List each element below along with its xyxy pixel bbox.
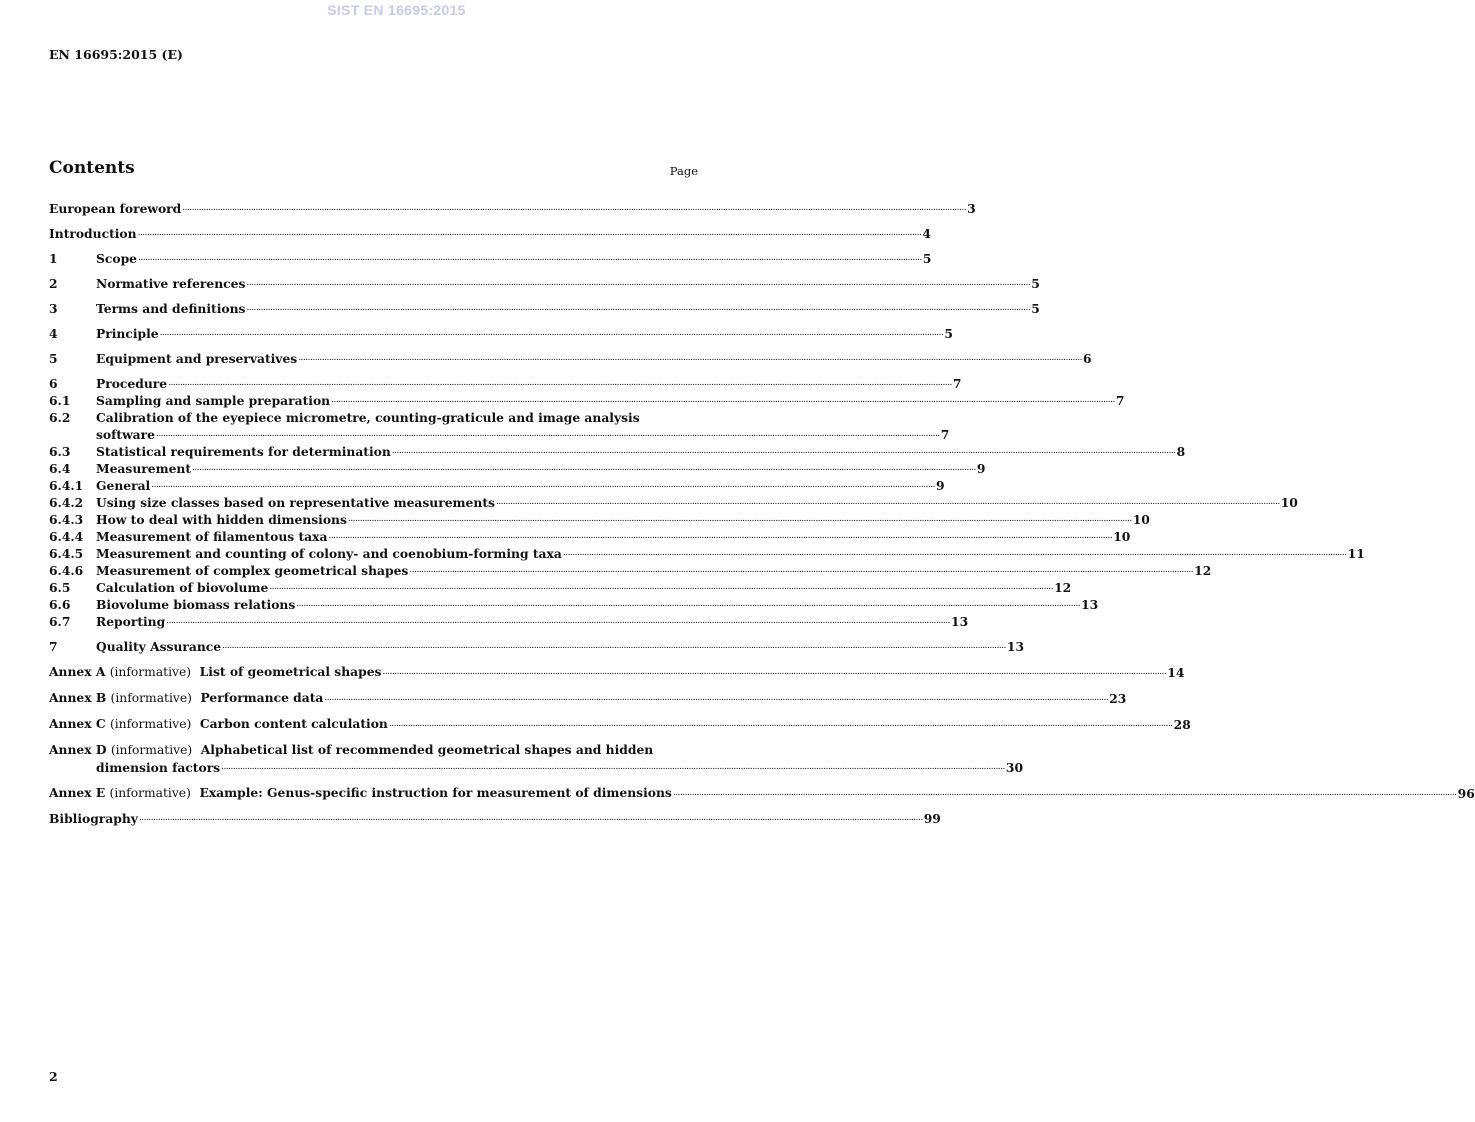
leader-dots: ............................................................................................................................................................................................................................................................................................................................................ bbox=[166, 616, 951, 626]
annex-informative: (informative) bbox=[109, 786, 191, 800]
toc-page: 12 bbox=[1054, 580, 1072, 595]
watermark: SIST EN 16695:2015 bbox=[327, 2, 466, 18]
toc-entry-6-4-2[interactable] bbox=[49, 494, 1298, 511]
toc-title: Principle bbox=[96, 326, 159, 341]
toc-page: 99 bbox=[923, 811, 941, 826]
toc-entry-annex-d-line1 bbox=[49, 741, 698, 759]
leader-dots: ............................................................................................................................................................................................................................................................................................................................................ bbox=[246, 303, 1031, 313]
annex-title: Performance data bbox=[200, 690, 324, 705]
annex-informative: (informative) bbox=[110, 743, 193, 757]
toc-title: Quality Assurance bbox=[96, 639, 222, 654]
toc-title: Measurement and counting of colony- and coenobium-forming taxa bbox=[96, 546, 562, 561]
toc-title bbox=[49, 715, 388, 733]
leader-dots: ............................................................................................................................................................................................................................................................................................................................................ bbox=[138, 253, 922, 263]
toc-title: Introduction bbox=[49, 226, 137, 241]
toc-page: 6 bbox=[1083, 351, 1092, 366]
toc-entry-4[interactable] bbox=[49, 325, 953, 342]
toc-page: 5 bbox=[1031, 276, 1040, 291]
toc-title: Calculation of biovolume bbox=[96, 580, 269, 595]
toc-title: Normative references bbox=[96, 276, 246, 291]
toc-number: 6.5 bbox=[49, 580, 71, 595]
toc-page: 10 bbox=[1132, 512, 1150, 527]
toc-title: Measurement bbox=[96, 461, 192, 476]
toc-title-continued: dimension factors bbox=[96, 760, 221, 775]
leader-dots: ............................................................................................................................................................................................................................................................................................................................................ bbox=[562, 548, 1347, 558]
toc-number: 1 bbox=[49, 251, 58, 266]
toc-entry-6-7[interactable] bbox=[49, 613, 969, 630]
toc-page: 9 bbox=[936, 478, 945, 493]
leader-dots: ............................................................................................................................................................................................................................................................................................................................................ bbox=[137, 228, 922, 238]
toc-number: 6 bbox=[49, 376, 58, 391]
leader-dots: ............................................................................................................................................................................................................................................................................................................................................ bbox=[382, 667, 1167, 677]
toc-page: 7 bbox=[1115, 393, 1125, 408]
toc-title bbox=[49, 741, 653, 759]
toc-title: Terms and definitions bbox=[96, 301, 246, 316]
toc-entry-5[interactable] bbox=[49, 350, 1092, 367]
toc-page: 11 bbox=[1347, 546, 1365, 561]
annex-title: Example: Genus-specific instruction for measurement of dimensions bbox=[199, 785, 672, 800]
toc-page: 5 bbox=[922, 251, 932, 266]
toc-number: 2 bbox=[49, 276, 58, 291]
annex-informative: (informative) bbox=[110, 691, 192, 705]
toc-number: 6.4.2 bbox=[49, 495, 84, 510]
toc-page: 5 bbox=[944, 326, 953, 341]
toc-page: 3 bbox=[967, 201, 976, 216]
leader-dots: ............................................................................................................................................................................................................................................................................................................................................ bbox=[221, 762, 1005, 772]
leader-dots: ............................................................................................................................................................................................................................................................................................................................................ bbox=[409, 565, 1194, 575]
toc-title: Using size classes based on representative measurements bbox=[96, 495, 495, 510]
toc-page: 13 bbox=[951, 614, 969, 629]
leader-dots: ............................................................................................................................................................................................................................................................................................................................................ bbox=[331, 395, 1115, 405]
leader-dots: ............................................................................................................................................................................................................................................................................................................................................ bbox=[269, 582, 1054, 592]
leader-dots: ............................................................................................................................................................................................................................................................................................................................................ bbox=[182, 203, 967, 213]
toc-entry-annex-a[interactable] bbox=[49, 663, 1185, 681]
toc-entry-1[interactable] bbox=[49, 250, 932, 267]
toc-entry-introduction[interactable] bbox=[49, 225, 931, 242]
annex-label: Annex A bbox=[49, 664, 106, 679]
toc-entry-6-3[interactable] bbox=[49, 443, 1186, 460]
leader-dots: ............................................................................................................................................................................................................................................................................................................................................ bbox=[324, 693, 1109, 703]
toc-entry-2[interactable] bbox=[49, 275, 1040, 292]
toc-number: 6.4.5 bbox=[49, 546, 84, 561]
toc-entry-6-4-5[interactable] bbox=[49, 545, 1365, 562]
annex-title: Carbon content calculation bbox=[199, 716, 388, 731]
toc-title: How to deal with hidden dimensions bbox=[96, 512, 347, 527]
toc-page: 14 bbox=[1167, 665, 1185, 680]
toc-page: 13 bbox=[1006, 639, 1025, 654]
leader-dots: ............................................................................................................................................................................................................................................................................................................................................ bbox=[246, 278, 1031, 288]
annex-title: List of geometrical shapes bbox=[199, 664, 382, 679]
leader-dots: ............................................................................................................................................................................................................................................................................................................................................ bbox=[155, 429, 940, 439]
toc-title: Reporting bbox=[96, 614, 166, 629]
toc-entry-6-2-line2 bbox=[49, 426, 950, 443]
toc-entry-6-4[interactable] bbox=[49, 460, 986, 477]
toc-entry-6-2-line1 bbox=[49, 409, 698, 426]
toc-title: Sampling and sample preparation bbox=[96, 393, 331, 408]
leader-dots: ............................................................................................................................................................................................................................................................................................................................................ bbox=[388, 719, 1173, 729]
toc-entry-6-6[interactable] bbox=[49, 596, 1099, 613]
toc-page: 12 bbox=[1194, 563, 1212, 578]
toc-number: 4 bbox=[49, 326, 58, 341]
toc-entry-annex-d[interactable] bbox=[49, 741, 1024, 776]
toc-number: 6.6 bbox=[49, 597, 71, 612]
toc-title: Biovolume biomass relations bbox=[96, 597, 296, 612]
annex-label: Annex C bbox=[49, 716, 106, 731]
toc-entry-annex-c[interactable] bbox=[49, 715, 1191, 733]
document-id: EN 16695:2015 (E) bbox=[49, 47, 183, 62]
toc-number: 6.4 bbox=[49, 461, 71, 476]
annex-informative: (informative) bbox=[109, 665, 192, 679]
toc-entry-7[interactable] bbox=[49, 638, 1025, 655]
toc-entry-6-2[interactable] bbox=[49, 409, 950, 443]
toc-title: European foreword bbox=[49, 201, 182, 216]
toc-title bbox=[49, 784, 672, 802]
annex-label: Annex D bbox=[49, 742, 107, 757]
toc-entry-6-4-6[interactable] bbox=[49, 562, 1212, 579]
toc-entry-bibliography[interactable] bbox=[49, 810, 941, 827]
toc-entry-6[interactable] bbox=[49, 375, 962, 392]
toc-entry-6-4-3[interactable] bbox=[49, 511, 1150, 528]
toc-entry-annex-d-line2 bbox=[49, 759, 1024, 776]
toc-title bbox=[49, 689, 323, 707]
leader-dots: ............................................................................................................................................................................................................................................................................................................................................ bbox=[151, 480, 936, 490]
page-number: 2 bbox=[49, 1069, 58, 1084]
toc-number: 6.4.1 bbox=[49, 478, 84, 493]
toc-page: 28 bbox=[1173, 717, 1191, 732]
toc-title: Measurement of complex geometrical shapes bbox=[96, 563, 409, 578]
toc-entry-6-4-1[interactable] bbox=[49, 477, 945, 494]
leader-dots: ............................................................................................................................................................................................................................................................................................................................................ bbox=[192, 463, 976, 473]
toc-number: 3 bbox=[49, 301, 58, 316]
toc-page: 23 bbox=[1109, 691, 1127, 706]
annex-title: Alphabetical list of recommended geometrical shapes and hidden bbox=[200, 742, 654, 757]
toc-page: 7 bbox=[940, 427, 950, 442]
toc-page: 30 bbox=[1005, 760, 1024, 775]
toc-title bbox=[49, 663, 381, 681]
toc-title: Scope bbox=[96, 251, 137, 266]
leader-dots: ............................................................................................................................................................................................................................................................................................................................................ bbox=[328, 531, 1113, 541]
toc-entry-6-5[interactable] bbox=[49, 579, 1072, 596]
toc-page: 13 bbox=[1081, 597, 1099, 612]
leader-dots: ............................................................................................................................................................................................................................................................................................................................................ bbox=[159, 328, 944, 338]
leader-dots: ............................................................................................................................................................................................................................................................................................................................................ bbox=[168, 378, 952, 388]
annex-informative: (informative) bbox=[109, 717, 192, 731]
leader-dots: ............................................................................................................................................................................................................................................................................................................................................ bbox=[672, 788, 1457, 798]
toc-entry-6-4-4[interactable] bbox=[49, 528, 1131, 545]
toc-title: Measurement of filamentous taxa bbox=[96, 529, 328, 544]
toc-entry-annex-e[interactable] bbox=[49, 784, 1475, 802]
toc-number: 6.7 bbox=[49, 614, 71, 629]
toc-title: Calibration of the eyepiece micrometre, counting-graticule and image analysis bbox=[96, 410, 640, 425]
toc-page: 10 bbox=[1280, 495, 1298, 510]
leader-dots: ............................................................................................................................................................................................................................................................................................................................................ bbox=[138, 813, 923, 823]
toc-title: General bbox=[96, 478, 151, 493]
toc-page: 7 bbox=[952, 376, 962, 391]
toc-title: Bibliography bbox=[49, 811, 138, 826]
leader-dots: ............................................................................................................................................................................................................................................................................................................................................ bbox=[298, 353, 1082, 363]
toc-number: 6.1 bbox=[49, 393, 71, 408]
toc-number: 6.3 bbox=[49, 444, 71, 459]
toc-number: 5 bbox=[49, 351, 58, 366]
toc-page: 96 bbox=[1457, 786, 1475, 801]
contents-heading: Contents bbox=[49, 158, 135, 178]
toc-entry-european-foreword[interactable] bbox=[49, 200, 976, 217]
toc-number: 6.4.4 bbox=[49, 529, 84, 544]
toc-page: 8 bbox=[1176, 444, 1186, 459]
annex-label: Annex B bbox=[49, 690, 107, 705]
leader-dots: ............................................................................................................................................................................................................................................................................................................................................ bbox=[222, 641, 1006, 651]
toc-title-continued: software bbox=[96, 427, 155, 442]
page-column-label: Page bbox=[669, 164, 698, 178]
leader-dots: ............................................................................................................................................................................................................................................................................................................................................ bbox=[391, 446, 1176, 456]
toc-entry-6-1[interactable] bbox=[49, 392, 1125, 409]
leader-dots: ............................................................................................................................................................................................................................................................................................................................................ bbox=[495, 497, 1280, 507]
annex-label: Annex E bbox=[49, 785, 106, 800]
toc-page: 5 bbox=[1031, 301, 1040, 316]
toc-title: Procedure bbox=[96, 376, 168, 391]
toc-page: 10 bbox=[1113, 529, 1131, 544]
table-of-contents bbox=[49, 200, 1475, 827]
toc-page: 9 bbox=[976, 461, 986, 476]
toc-entry-annex-b[interactable] bbox=[49, 689, 1127, 707]
toc-number: 6.4.6 bbox=[49, 563, 84, 578]
toc-entry-3[interactable] bbox=[49, 300, 1040, 317]
toc-number: 6.2 bbox=[49, 410, 71, 425]
leader-dots: ............................................................................................................................................................................................................................................................................................................................................ bbox=[347, 514, 1132, 524]
toc-number: 6.4.3 bbox=[49, 512, 84, 527]
toc-title: Equipment and preservatives bbox=[96, 351, 298, 366]
toc-title: Statistical requirements for determination bbox=[96, 444, 391, 459]
toc-number: 7 bbox=[49, 639, 58, 654]
leader-dots: ............................................................................................................................................................................................................................................................................................................................................ bbox=[296, 599, 1081, 609]
toc-page: 4 bbox=[922, 226, 931, 241]
